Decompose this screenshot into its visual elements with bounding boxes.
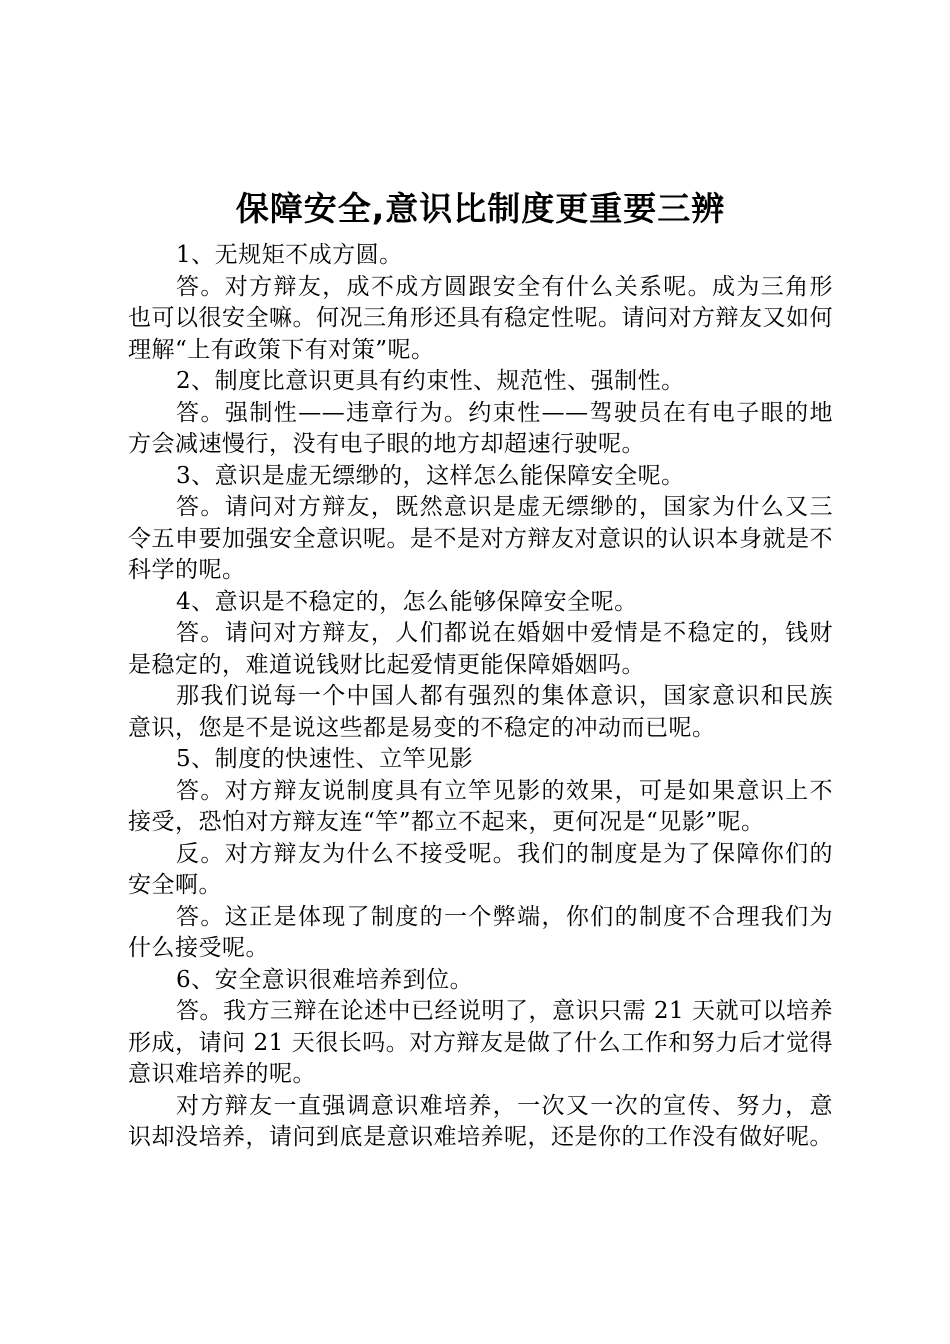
paragraph: 3、意识是虚无缥缈的，这样怎么能保障安全呢。	[176, 462, 685, 489]
paragraph: 答。我方三辩在论述中已经说明了，意识只需 21 天就可以培养形成，请问 21 天很长吗。对方辩友是做了什么工作和努力后才觉得意识难培养的呢。	[128, 998, 833, 1087]
paragraph: 答。对方辩友，成不成方圆跟安全有什么关系呢。成为三角形也可以很安全嘛。何况三角形还具有稳定性呢。请问对方辩友又如何理解“上有政策下有对策”呢。	[128, 273, 833, 363]
paragraph: 那我们说每一个中国人都有强烈的集体意识，国家意识和民族意识，您是不是说这些都是易变的不稳定的冲动而已呢。	[128, 683, 833, 741]
paragraph: 4、意识是不稳定的，怎么能够保障安全呢。	[176, 588, 638, 615]
paragraph: 对方辩友一直强调意识难培养，一次又一次的宣传、努力，意识却没培养，请问到底是意识难培养呢，还是你的工作没有做好呢。	[128, 1092, 833, 1150]
paragraph: 反。对方辩友为什么不接受呢。我们的制度是为了保障你们的安全啊。	[128, 840, 833, 898]
paragraph: 答。这正是体现了制度的一个弊端，你们的制度不合理我们为什么接受呢。	[128, 903, 833, 961]
paragraph: 答。请问对方辩友，人们都说在婚姻中爱情是不稳定的，钱财是稳定的，难道说钱财比起爱情更能保障婚姻吗。	[128, 620, 833, 678]
document-page	[128, 182, 833, 1154]
paragraph: 5、制度的快速性、立竿见影	[176, 746, 474, 772]
paragraph: 1、无规矩不成方圆。	[176, 242, 403, 268]
paragraph: 6、安全意识很难培养到位。	[176, 966, 474, 993]
document-title: 保障安全,意识比制度更重要三辨	[235, 189, 726, 228]
paragraph: 答。请问对方辩友，既然意识是虚无缥缈的，国家为什么又三令五申要加强安全意识呢。是不是对方辩友对意识的认识本身就是不科学的呢。	[128, 494, 833, 583]
paragraph: 答。对方辩友说制度具有立竿见影的效果，可是如果意识上不接受，恐怕对方辩友连“竿”都立不起来，更何况是“见影”呢。	[128, 777, 833, 835]
paragraph: 2、制度比意识更具有约束性、规范性、强制性。	[176, 368, 685, 394]
paragraph: 答。强制性——违章行为。约束性——驾驶员在有电子眼的地方会减速慢行，没有电子眼的地方却超速行驶呢。	[128, 399, 833, 457]
